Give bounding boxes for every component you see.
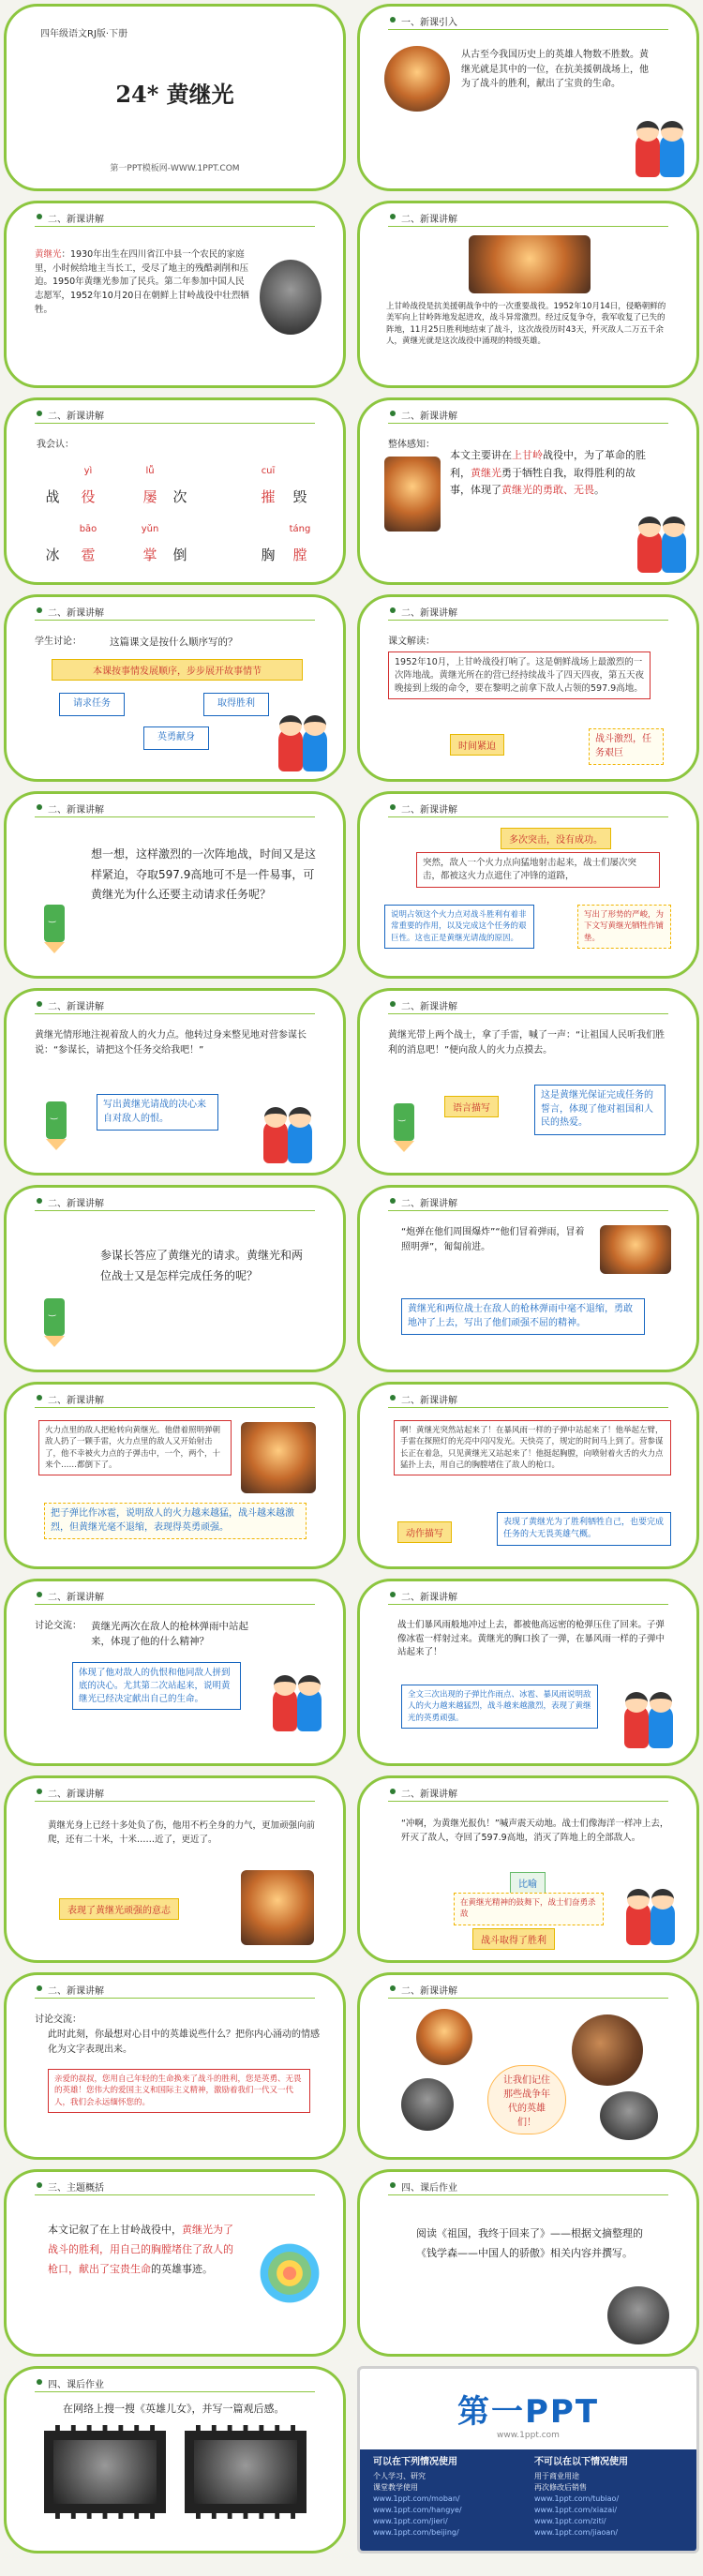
theme-highlight: 黄继光为了战斗的胜利，用自己的胸膛堵住了敌人的枪口，献出了宝贵生命	[48, 2224, 233, 2275]
section-bullet-icon	[37, 1592, 42, 1597]
brand-url[interactable]: www.1ppt.com	[497, 2431, 560, 2440]
answer-box: 体现了他对敌人的仇恨和他同敌人拼到底的决心。尤其第二次站起来，说明黄继光已经决定献出自己的生命。	[72, 1662, 241, 1710]
char: 冰	[45, 547, 60, 563]
usage-link[interactable]: www.1ppt.com/jiaoan/	[534, 2528, 619, 2537]
section-bullet-icon	[37, 607, 42, 613]
section-title: 二、新课讲解	[401, 1396, 457, 1406]
slide-remember[interactable]	[357, 1972, 699, 2160]
right-note: 写出了形势的严峻，为下文写黄继光牺牲作铺垫。	[577, 905, 671, 949]
usage-line: 个人学习、研究	[373, 2472, 426, 2480]
pinyin: bāo	[79, 524, 97, 534]
hero-photo-image	[600, 2091, 658, 2140]
how-text: 参谋长答应了黄继光的请求。黄继光和两位战士又是怎样完成任务的呢？	[100, 1249, 304, 1282]
pinyin: cuī	[261, 466, 276, 476]
section-title: 二、新课讲解	[48, 1986, 104, 1997]
section-divider	[35, 1998, 315, 1999]
section-divider	[388, 2194, 668, 2195]
message-box: 亲爱的叔叔，您用自己年轻的生命换来了战斗的胜利，您是英勇、无畏的英雄！您伟大的爱国主义和国际主义精神，激励着我们一代又一代人，我们会永远缅怀您的。	[48, 2069, 310, 2113]
homework-text: 在网络上搜一搜《英雄儿女》，并写一篇观后感。	[63, 2403, 285, 2415]
section-bullet-icon	[37, 2379, 42, 2385]
tree-decoration-icon	[252, 2236, 327, 2311]
char: 倒	[172, 547, 187, 563]
slide-discussion-stand[interactable]	[4, 1579, 346, 1766]
section-title: 二、新课讲解	[401, 1790, 457, 1800]
char: 役	[81, 488, 96, 505]
char: 屡	[142, 488, 157, 505]
section-title: 二、新课讲解	[401, 215, 457, 225]
answer-banner: 本课按事情发展顺序，步步展开故事情节	[52, 659, 303, 681]
hero-photo-image	[401, 2078, 454, 2131]
will-tag: 表现了黄继光顽强的意志	[59, 1898, 179, 1920]
slide-background[interactable]	[357, 201, 699, 388]
kids-illustration-icon	[621, 1692, 679, 1750]
step-box: 请求任务	[59, 693, 125, 716]
section-title: 三、主题概括	[48, 2183, 104, 2194]
slide-homework-1[interactable]	[357, 2169, 699, 2357]
section-title: 二、新课讲解	[401, 608, 457, 619]
usage-link[interactable]: www.1ppt.com/jieri/	[373, 2517, 448, 2525]
portrait-image	[260, 260, 322, 335]
char: 摧	[261, 488, 276, 505]
think-text: 想一想，这样激烈的一次阵地战，时间又是这样紧迫，夺取597.9高地可不是一件易事，可黄继光为什么还要主动请求任务呢？	[91, 847, 317, 902]
kids-illustration-icon	[622, 1889, 681, 1947]
question-text: 这篇课文是按什么顺序写的？	[110, 637, 238, 648]
slide-crawl[interactable]	[357, 1185, 699, 1372]
scientist-portrait-image	[607, 2286, 669, 2344]
section-title: 二、新课讲解	[401, 1002, 457, 1012]
victory-text: “冲啊，为黄继光报仇！”喊声震天动地。战士们像海洋一样冲上去，歼灭了敌人，夺回了597.9高地，消灭了阵地上的全部敌人。	[401, 1819, 669, 1843]
section-divider	[388, 1801, 668, 1802]
hero-statue-image	[241, 1870, 314, 1945]
text-part: 的英雄事迹。	[151, 2262, 213, 2275]
slide-overview[interactable]	[357, 397, 699, 585]
crawl-text: “炮弹在他们周围爆炸”“他们冒着弹雨，冒着照明弹”，匍匐前进。	[401, 1227, 585, 1252]
section-divider	[388, 816, 668, 817]
usage-line: 再次修改后销售	[534, 2483, 587, 2492]
sacrifice-passage: 啊！黄继光突然站起来了！在暴风雨一样的子弹中站起来了！他举起左臂，手雷在探照灯的光亮中闪闪发光。天快亮了，规定的时间马上到了。营参谋长正在着急，只见黄继光又站起来了！他挺起胸膛，向喷射着火舌的火力点猛扑上去，用自己的胸膛堵住了敌人的枪口。	[394, 1420, 671, 1475]
section-bullet-icon	[390, 411, 396, 416]
rain-note: 全文三次出现的子弹比作雨点、冰雹、暴风雨说明敌人的火力越来越猛烈，战斗越来越激烈，表现了黄继光的英勇顽强。	[401, 1685, 598, 1729]
section-divider	[35, 226, 315, 227]
section-title: 二、新课讲解	[48, 1002, 104, 1012]
section-title: 二、新课讲解	[401, 412, 457, 422]
pencil-mascot-icon: ‿	[40, 1096, 72, 1152]
step-box: 英勇献身	[143, 726, 209, 750]
section-divider	[35, 1013, 315, 1014]
char: 胸	[261, 547, 276, 563]
section-bullet-icon	[390, 214, 396, 219]
section-divider	[35, 2391, 315, 2392]
section-bullet-icon	[37, 411, 42, 416]
section-divider	[35, 2194, 315, 2195]
rain-text: 战士们暴风雨般地冲过上去，都被他高远密的枪弹压住了回来。子弹像冰雹一样射过来。黄继光的胸口挨了一弹，在暴风雨一样的子弹中站起来了！	[397, 1620, 666, 1658]
bio-text	[35, 248, 250, 318]
section-bullet-icon	[37, 1198, 42, 1204]
passage-box: 突然，敌人一个火力点向猛地射击起来，战士们屡次突击，都被这火力点遮住了冲锋的道路，	[416, 852, 660, 888]
char: 雹	[81, 547, 96, 563]
section-bullet-icon	[37, 2182, 42, 2188]
left-note: 说明占领这个火力点对战斗胜利有着非常重要的作用，以及完成这个任务的艰巨性。这也正是黄继光请战的原因。	[384, 905, 534, 949]
usage-link[interactable]: www.1ppt.com/hangye/	[373, 2506, 462, 2514]
text-part: 本文主要讲在	[450, 449, 512, 461]
pencil-mascot-icon: ‿	[388, 1098, 420, 1154]
request-note: 写出黄继光请战的决心来自对敌人的恨。	[97, 1094, 218, 1131]
slide-cover[interactable]	[4, 4, 346, 191]
site-label: 第一PPT模板网-WWW.1PPT.COM	[110, 164, 240, 173]
usage-link[interactable]: www.1ppt.com/beijing/	[373, 2528, 459, 2537]
top-note: 多次突击，没有成功。	[501, 828, 611, 849]
intro-text: 从古至今我国历史上的英雄人物数不胜数。黄继光就是其中的一位，在抗美援朝战场上，他为了战斗的胜利，献出了宝贵的生命。	[461, 50, 649, 89]
battle-image	[384, 46, 450, 112]
difficulty-tag: 战斗激烈，任务艰巨	[589, 728, 664, 765]
allowed-title: 可以在下列情况使用	[373, 2457, 457, 2467]
slide-bullets[interactable]	[4, 1382, 346, 1569]
char: 掌	[142, 547, 157, 563]
lesson-title: 24* 黄继光	[115, 81, 234, 108]
forbidden-title: 不可以在以下情况使用	[534, 2457, 628, 2467]
section-divider	[388, 1998, 668, 1999]
pinyin: yǔn	[141, 524, 159, 534]
section-bullet-icon	[390, 1395, 396, 1400]
bullets-note: 把子弹比作冰雹，说明敌人的火力越来越猛，战斗越来越激烈，但黄继光毫不退缩，表现得英勇顽强。	[44, 1503, 307, 1539]
kids-illustration-icon	[275, 715, 333, 773]
allowed-usage-column	[373, 2455, 532, 2539]
hero-name: 黄继光	[35, 249, 62, 260]
char: 膛	[292, 547, 307, 563]
section-title: 四、课后作业	[48, 2380, 104, 2390]
section-bullet-icon	[390, 1198, 396, 1204]
usage-link[interactable]: www.1ppt.com/xiazai/	[534, 2506, 618, 2514]
homework-text: 阅读《祖国，我终于回来了》——根据文摘整理的《钱学森——中国人的骄傲》相关内容并撰写。	[416, 2227, 643, 2259]
slide-victory[interactable]	[357, 1775, 699, 1963]
pinyin: lǚ	[145, 466, 155, 476]
sacrifice-note: 表现了黄继光为了胜利牺牲自己，也要完成任务的大无畏英雄气概。	[497, 1512, 671, 1546]
battle-name: 上甘岭	[512, 449, 543, 461]
request-text: 黄继光情形地注视着敌人的火力点。他转过身来整见地对营参谋长说：“参谋长，请把这个任务交给我吧！”	[35, 1030, 307, 1056]
action-tag: 动作描写	[397, 1521, 452, 1543]
section-divider	[35, 1210, 315, 1211]
battlefield-image	[469, 235, 591, 293]
slide-request[interactable]	[4, 988, 346, 1176]
slide-author[interactable]	[4, 201, 346, 388]
section-bullet-icon	[390, 1985, 396, 1991]
slide-rain-of-bullets[interactable]	[357, 1579, 699, 1766]
discussion-label: 讨论交流：	[35, 1621, 82, 1631]
language-tag: 语言描写	[444, 1096, 499, 1117]
slide-oath[interactable]	[357, 988, 699, 1176]
char: 次	[172, 488, 187, 505]
victory-note: 在黄继光精神的鼓舞下，战士们奋勇杀敌	[454, 1893, 604, 1925]
section-bullet-icon	[37, 1789, 42, 1794]
section-bullet-icon	[390, 1001, 396, 1007]
text-part: 战役中，为了革命的胜利，	[450, 449, 646, 479]
result-tag: 战斗取得了胜利	[472, 1928, 555, 1950]
section-title: 二、新课讲解	[48, 608, 104, 619]
section-title: 二、新课讲解	[48, 1199, 104, 1209]
hero-name: 黄继光	[471, 466, 501, 479]
section-bullet-icon	[37, 804, 42, 810]
section-divider	[388, 620, 668, 621]
kids-illustration-icon	[632, 121, 690, 179]
section-divider	[388, 1407, 668, 1408]
explosion-image	[600, 1225, 671, 1274]
section-title: 二、新课讲解	[48, 412, 104, 422]
section-bullet-icon	[37, 1395, 42, 1400]
pinyin: táng	[289, 524, 311, 534]
section-divider	[388, 1210, 668, 1211]
usage-link[interactable]: www.1ppt.com/ziti/	[534, 2517, 606, 2525]
overview-text	[450, 447, 651, 500]
kids-illustration-icon	[269, 1675, 327, 1733]
section-divider	[35, 620, 315, 621]
section-divider	[35, 816, 315, 817]
text-part: 。	[594, 484, 605, 497]
crawl-note: 黄继光和两位战士在敌人的枪林弹雨中毫不退缩，勇敢地冲了上去，写出了他们顽强不屈的精神。	[401, 1298, 645, 1335]
slide-ppt-ad[interactable]	[357, 2366, 699, 2554]
slide-sacrifice[interactable]	[357, 1382, 699, 1569]
section-bullet-icon	[390, 2182, 396, 2188]
section-bullet-icon	[390, 804, 396, 810]
slide-discussion-order[interactable]	[4, 594, 346, 782]
slide-theme[interactable]	[4, 2169, 346, 2357]
battle-text: 上甘岭战役是抗美援朝战争中的一次重要战役。1952年10月14日，侵略朝鲜的美军向上甘岭阵地发起进攻，战斗异常激烈。经过反复争夺，我军收复了已失的阵地，11月25日胜利地结束了战斗，这次战役历时43天，歼灭敌人二万五千余人，黄继光就是这次战役中涌现的特级英雄。	[386, 302, 666, 346]
section-bullet-icon	[390, 17, 396, 22]
slide-how[interactable]	[4, 1185, 346, 1372]
hero-photo-image	[572, 2014, 643, 2086]
kids-illustration-icon	[634, 517, 692, 575]
question-text: 黄继光两次在敌人的枪林弹雨中站起来，体现了他的什么精神？	[91, 1621, 248, 1648]
usage-link[interactable]: www.1ppt.com/moban/	[373, 2494, 460, 2503]
vocab-label: 我会认：	[37, 440, 74, 450]
hero-photo-image	[416, 2009, 472, 2065]
reading-passage: 1952年10月，上甘岭战役打响了。这是朝鲜战场上最激烈的一次阵地战。黄继光所在的营已经持续战斗了四天四夜，第五天夜晚接到上级的命令，要在黎明之前拿下敌人占领的597.9高地。	[388, 651, 651, 699]
forbidden-usage-column	[534, 2455, 694, 2539]
grade-label: 四年级语文RJ版·下册	[40, 29, 128, 39]
time-tag: 时间紧迫	[450, 734, 504, 756]
film-still-image	[185, 2425, 307, 2519]
section-divider	[35, 1407, 315, 1408]
slide-analysis-fire[interactable]	[357, 791, 699, 979]
usage-line: 课堂教学使用	[373, 2483, 418, 2492]
section-bullet-icon	[390, 1592, 396, 1597]
slide-text-reading[interactable]	[357, 594, 699, 782]
slide-vocabulary[interactable]	[4, 397, 346, 585]
text-part: 勇于牺牲自我，取得胜利的故事，体现了	[450, 466, 636, 497]
wounded-text: 黄继光身上已经十多处负了伤，他用不朽全身的力气，更加顽强向前爬，还有二十米，十米……近了，更近了。	[48, 1820, 316, 1845]
section-divider	[35, 423, 315, 424]
discussion-label: 讨论交流：	[35, 2014, 82, 2025]
section-bullet-icon	[37, 1001, 42, 1007]
char-zhan: 战	[45, 488, 60, 505]
slide-wounded[interactable]	[4, 1775, 346, 1963]
section-divider	[388, 1604, 668, 1605]
reading-label: 课文解读：	[388, 637, 435, 647]
brand-logo: 第一PPT	[456, 2393, 600, 2431]
section-title: 二、新课讲解	[48, 1593, 104, 1603]
usage-link[interactable]: www.1ppt.com/tubiao/	[534, 2494, 620, 2503]
section-bullet-icon	[37, 1985, 42, 1991]
section-divider	[388, 29, 668, 30]
section-divider	[388, 423, 668, 424]
section-title: 二、新课讲解	[401, 1986, 457, 1997]
discussion-label: 学生讨论：	[35, 637, 82, 647]
section-divider	[35, 1604, 315, 1605]
theme-text	[48, 2221, 235, 2280]
film-still-image	[44, 2425, 166, 2519]
oath-text: 黄继光带上两个战士，拿了手雷，喊了一声：“让祖国人民听我们胜利的消息吧！”便向敌人的火力点摸去。	[388, 1030, 666, 1056]
bio-body: ：1930年出生在四川省江中县一个农民的家庭里，小时候给地主当长工，受尽了地主的残酷剥削和压迫。1950年黄继光参加了民兵。第二年参加中国人民志愿军，1952年10月20日在朝鲜上甘岭战役中壮烈牺牲。	[35, 249, 249, 315]
section-title: 二、新课讲解	[48, 1396, 104, 1406]
pencil-mascot-icon: ‿	[38, 899, 70, 955]
bullets-passage: 火力点里的敌人把枪转向黄继光。他借着照明弹朝敌人扔了一颗手雷，火力点里的敌人又开始射击了，他不幸被火力点的子弹击中，一个，两个，十来个……都倒下了。	[38, 1420, 232, 1475]
text-part: 本文记叙了在上甘岭战役中，	[48, 2224, 182, 2236]
section-title: 四、课后作业	[401, 2183, 457, 2194]
question-text: 此时此刻，你最想对心目中的英雄说些什么？把你内心涌动的情感化为文字表现出来。	[48, 2029, 320, 2055]
step-box: 取得胜利	[203, 693, 269, 716]
section-title: 二、新课讲解	[401, 1199, 457, 1209]
oath-note: 这是黄继光保证完成任务的誓言，体现了他对祖国和人民的热爱。	[534, 1085, 666, 1135]
section-divider	[388, 1013, 668, 1014]
pencil-mascot-icon: ‿	[38, 1293, 70, 1349]
section-title: 二、新课讲解	[401, 1593, 457, 1603]
section-title: 二、新课讲解	[48, 805, 104, 816]
hero-image	[384, 457, 441, 532]
remember-bubble: 让我们记住那些战争年代的英雄们！	[487, 2065, 566, 2134]
char: 毁	[292, 488, 307, 505]
section-divider	[388, 226, 668, 227]
usage-line: 用于商业用途	[534, 2472, 579, 2480]
section-title: 二、新课讲解	[48, 215, 104, 225]
slide-think[interactable]	[4, 791, 346, 979]
section-divider	[35, 1801, 315, 1802]
section-title: 二、新课讲解	[48, 1790, 104, 1800]
battle-image	[241, 1422, 316, 1493]
section-title: 二、新课讲解	[401, 805, 457, 816]
slide-message[interactable]	[4, 1972, 346, 2160]
kids-illustration-icon	[260, 1107, 318, 1165]
section-bullet-icon	[390, 1789, 396, 1794]
pinyin: yì	[83, 466, 93, 476]
metaphor-tag: 比喻	[510, 1872, 546, 1894]
slide-intro[interactable]	[357, 4, 699, 191]
section-bullet-icon	[390, 607, 396, 613]
section-title: 一、新课引入	[401, 18, 457, 28]
slide-homework-2[interactable]	[4, 2366, 346, 2554]
section-bullet-icon	[37, 214, 42, 219]
spirit-text: 黄继光的勇敢、无畏	[501, 484, 594, 497]
overview-label: 整体感知：	[388, 440, 435, 450]
